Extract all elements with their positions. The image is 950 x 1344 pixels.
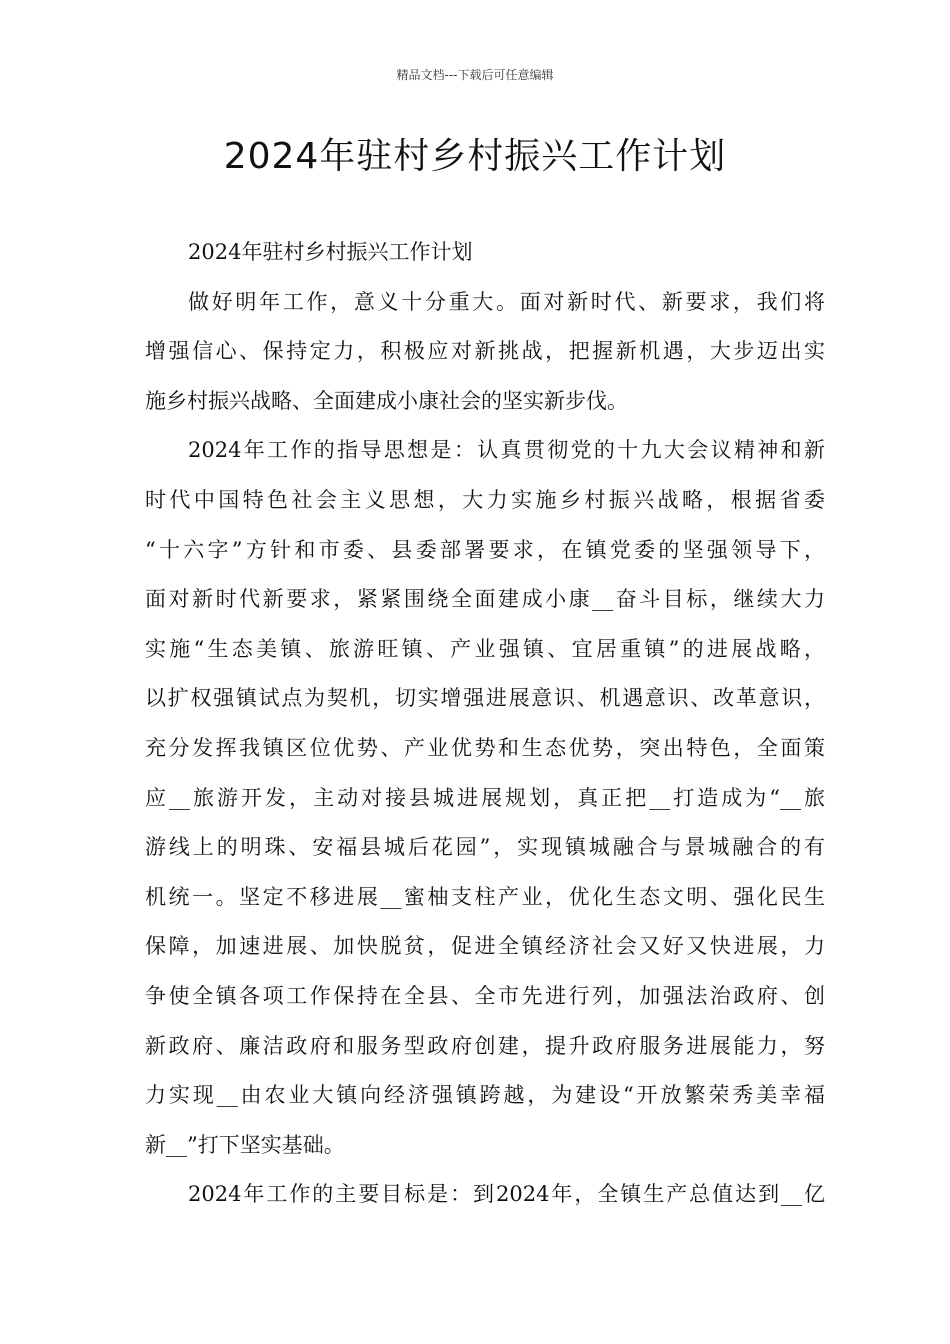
body-line: 施乡村振兴战略、全面建成小康社会的坚实新步伐。 xyxy=(145,388,628,413)
body-line: 力实现__由农业大镇向经济强镇跨越，为建设“开放繁荣秀美幸福 xyxy=(145,1083,825,1108)
body-line: 面对新时代新要求，紧紧围绕全面建成小康__奋斗目标，继续大力 xyxy=(145,587,825,612)
body-line: 做好明年工作，意义十分重大。面对新时代、新要求，我们将 xyxy=(188,289,825,314)
document-title: 2024年驻村乡村振兴工作计划 xyxy=(223,136,727,177)
body-line: 充分发挥我镇区位优势、产业优势和生态优势，突出特色，全面策 xyxy=(145,735,825,760)
document-header-note: 精品文档---下载后可任意编辑 xyxy=(396,68,554,82)
body-line: 2024年工作的指导思想是：认真贯彻党的十九大会议精神和新 xyxy=(188,438,825,463)
body-line: 实施“生态美镇、旅游旺镇、产业强镇、宜居重镇”的进展战略， xyxy=(145,636,825,661)
body-line: 应__旅游开发，主动对接县城进展规划，真正把__打造成为“__旅 xyxy=(145,785,825,810)
body-line: 2024年驻村乡村振兴工作计划 xyxy=(188,240,473,264)
body-line: 时代中国特色社会主义思想，大力实施乡村振兴战略，根据省委 xyxy=(145,487,825,512)
body-line: 保障，加速进展、加快脱贫，促进全镇经济社会又好又快进展，力 xyxy=(145,934,825,959)
body-line: 新__”打下坚实基础。 xyxy=(145,1132,345,1157)
body-line: “十六字”方针和市委、县委部署要求，在镇党委的坚强领导下， xyxy=(145,537,825,562)
body-line: 机统一。坚定不移进展__蜜柚支柱产业，优化生态文明、强化民生 xyxy=(145,884,825,909)
document-body xyxy=(145,228,825,1220)
body-line: 以扩权强镇试点为契机，切实增强进展意识、机遇意识、改革意识， xyxy=(145,686,825,711)
body-line: 2024年工作的主要目标是：到2024年，全镇生产总值达到__亿 xyxy=(188,1182,825,1207)
body-line: 新政府、廉洁政府和服务型政府创建，提升政府服务进展能力，努 xyxy=(145,1033,825,1058)
body-line: 游线上的明珠、安福县城后花园”，实现镇城融合与景城融合的有 xyxy=(145,835,825,860)
body-line: 增强信心、保持定力，积极应对新挑战，把握新机遇，大步迈出实 xyxy=(145,339,825,364)
body-line: 争使全镇各项工作保持在全县、全市先进行列，加强法治政府、创 xyxy=(145,983,825,1008)
